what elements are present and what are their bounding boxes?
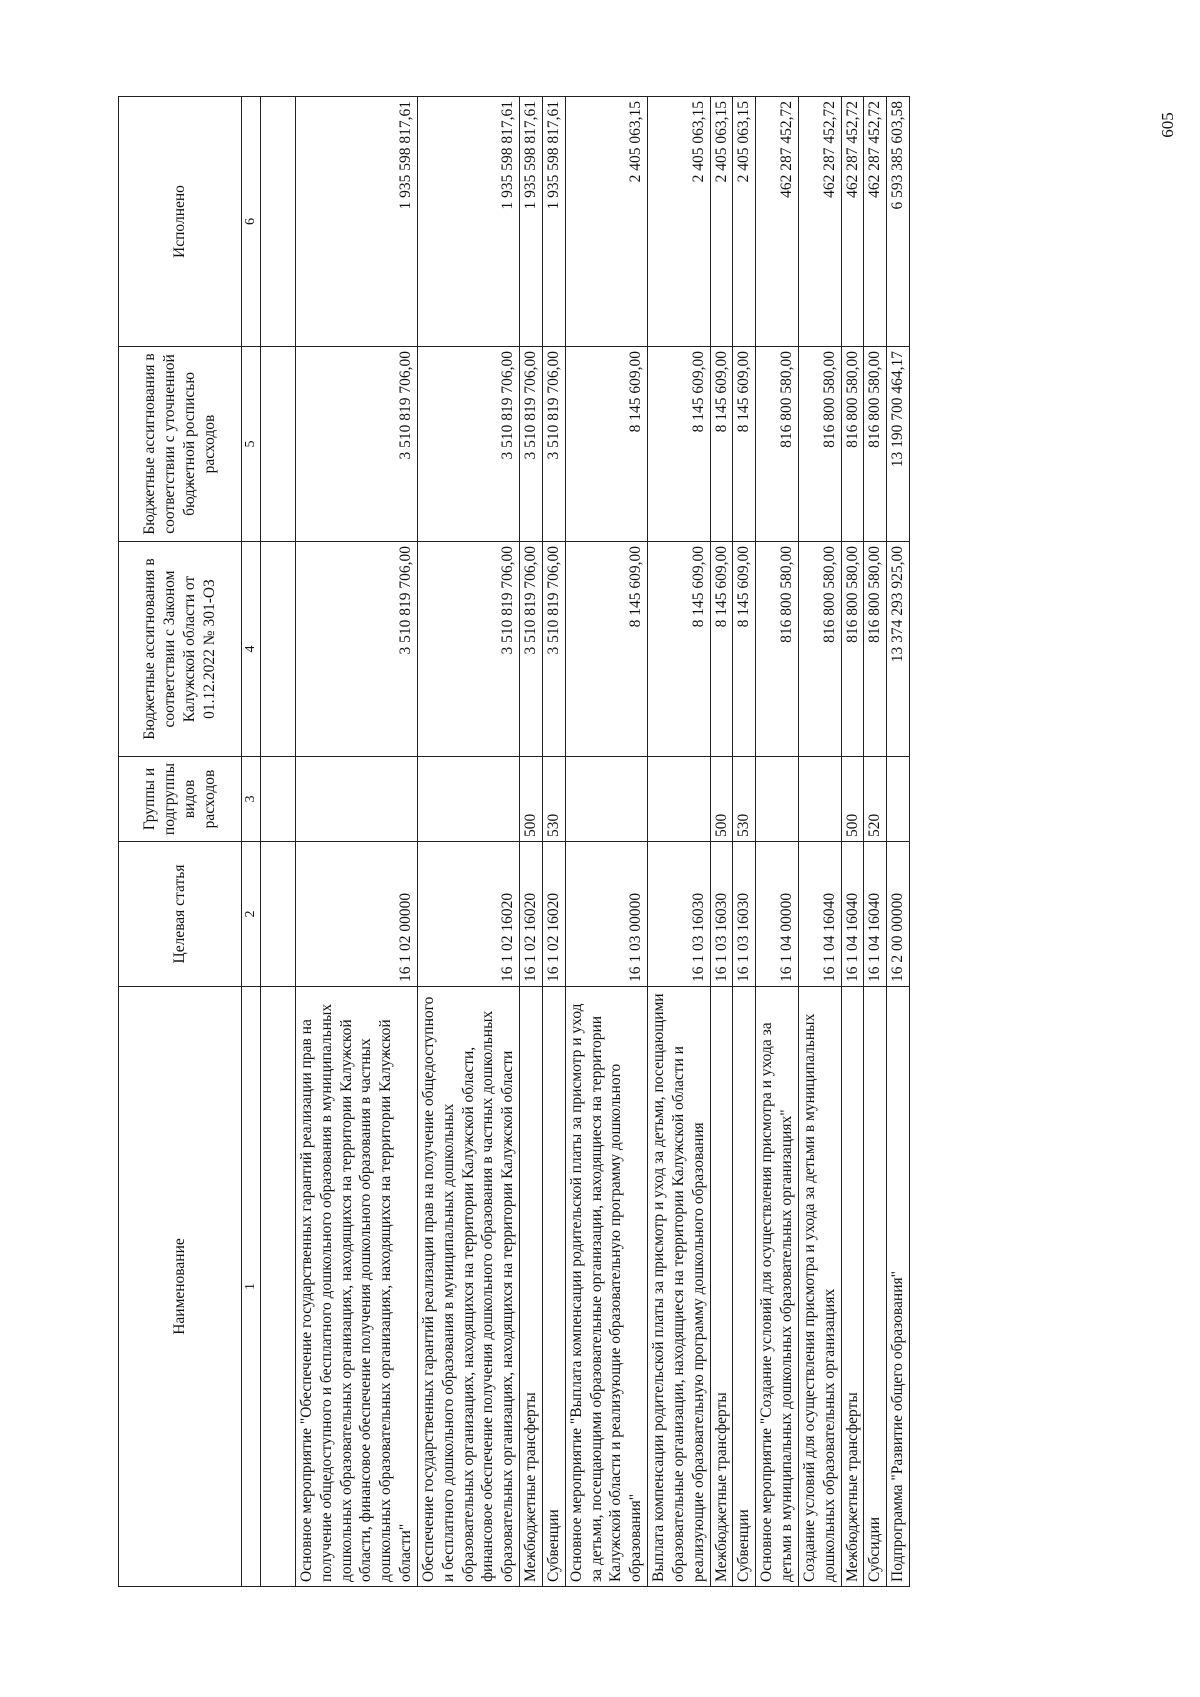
row-executed-cell: 2 405 063,15	[710, 97, 733, 347]
row-refined-allocation-cell: 816 800 580,00	[864, 347, 887, 542]
spacer-cell	[261, 542, 296, 757]
row-executed-cell: 1 935 598 817,61	[542, 97, 565, 347]
table-row	[887, 97, 910, 1587]
column-number: 6	[242, 97, 261, 347]
row-law-allocation-cell: 13 374 293 925,00	[887, 542, 910, 757]
row-executed-cell: 462 287 452,72	[756, 97, 799, 347]
header-executed: Исполнено	[119, 97, 242, 347]
table-body	[261, 97, 910, 1587]
header-refined-allocation: Бюджетные ассигнования в соответствии с уточненной бюджетной росписью расходов	[119, 347, 242, 542]
table-row	[756, 97, 799, 1587]
row-expense-group-cell	[417, 757, 519, 842]
budget-table	[118, 96, 910, 1587]
row-executed-cell: 462 287 452,72	[798, 97, 841, 347]
header-expense-group: Группы и подгруппы видов расходов	[119, 757, 242, 842]
row-expense-group-cell	[887, 757, 910, 842]
table-row	[864, 97, 887, 1587]
row-name-cell: Основное мероприятие "Обеспечение государственных гарантий реализации прав на получение общедоступного и бесплатного дошкольного образования в муниципальных дошкольных образовательных организациях, находящихся на территории Калужской области, финансовое обеспечение получения дошкольного образования в частных дошкольных образовательных организациях, находящихся на территории Калужской области"	[296, 987, 418, 1587]
table-row	[798, 97, 841, 1587]
row-expense-group-cell: 530	[542, 757, 565, 842]
row-target-article-cell: 16 1 03 16030	[648, 842, 710, 987]
row-law-allocation-cell: 8 145 609,00	[648, 542, 710, 757]
row-refined-allocation-cell: 816 800 580,00	[798, 347, 841, 542]
table-header-row	[119, 97, 242, 1587]
table-row	[841, 97, 864, 1587]
row-law-allocation-cell: 816 800 580,00	[841, 542, 864, 757]
column-number-row	[242, 97, 261, 1587]
table-row	[417, 97, 519, 1587]
row-expense-group-cell	[296, 757, 418, 842]
row-name-cell: Субвенции	[542, 987, 565, 1587]
row-target-article-cell: 16 1 02 00000	[296, 842, 418, 987]
row-law-allocation-cell: 3 510 819 706,00	[542, 542, 565, 757]
row-law-allocation-cell: 3 510 819 706,00	[417, 542, 519, 757]
row-refined-allocation-cell: 8 145 609,00	[565, 347, 647, 542]
row-executed-cell: 1 935 598 817,61	[417, 97, 519, 347]
row-expense-group-cell	[798, 757, 841, 842]
column-number: 1	[242, 987, 261, 1587]
row-expense-group-cell: 530	[733, 757, 756, 842]
table-row	[296, 97, 418, 1587]
spacer-cell	[261, 347, 296, 542]
row-refined-allocation-cell: 8 145 609,00	[710, 347, 733, 542]
row-target-article-cell: 16 1 03 00000	[565, 842, 647, 987]
row-executed-cell: 6 593 385 603,58	[887, 97, 910, 347]
row-executed-cell: 2 405 063,15	[733, 97, 756, 347]
row-name-cell: Межбюджетные трансферты	[520, 987, 543, 1587]
row-refined-allocation-cell: 13 190 700 464,17	[887, 347, 910, 542]
table-row	[733, 97, 756, 1587]
page-number	[1158, 97, 1178, 153]
row-expense-group-cell	[648, 757, 710, 842]
row-executed-cell: 1 935 598 817,61	[296, 97, 418, 347]
row-law-allocation-cell: 816 800 580,00	[798, 542, 841, 757]
spacer-cell	[261, 987, 296, 1587]
row-name-cell: Субвенции	[733, 987, 756, 1587]
spacer-cell	[261, 842, 296, 987]
row-expense-group-cell	[565, 757, 647, 842]
row-expense-group-cell	[756, 757, 799, 842]
row-refined-allocation-cell: 816 800 580,00	[841, 347, 864, 542]
row-name-cell: Подпрограмма "Развитие общего образования"	[887, 987, 910, 1587]
row-law-allocation-cell: 816 800 580,00	[864, 542, 887, 757]
row-target-article-cell: 16 1 04 16040	[841, 842, 864, 987]
row-law-allocation-cell: 8 145 609,00	[733, 542, 756, 757]
row-refined-allocation-cell: 8 145 609,00	[733, 347, 756, 542]
row-name-cell: Межбюджетные трансферты	[841, 987, 864, 1587]
row-law-allocation-cell: 3 510 819 706,00	[520, 542, 543, 757]
column-number: 4	[242, 542, 261, 757]
row-refined-allocation-cell: 3 510 819 706,00	[296, 347, 418, 542]
row-refined-allocation-cell: 3 510 819 706,00	[542, 347, 565, 542]
table-row	[648, 97, 710, 1587]
row-target-article-cell: 16 1 03 16030	[733, 842, 756, 987]
header-target-article: Целевая статья	[119, 842, 242, 987]
spacer-cell	[261, 97, 296, 347]
column-number: 3	[242, 757, 261, 842]
row-name-cell: Основное мероприятие "Создание условий для осуществления присмотра и ухода за детьми в муниципальных дошкольных образовательных организациях"	[756, 987, 799, 1587]
column-number: 5	[242, 347, 261, 542]
row-expense-group-cell: 520	[864, 757, 887, 842]
row-law-allocation-cell: 8 145 609,00	[565, 542, 647, 757]
page-number-text: 605	[1158, 112, 1177, 138]
row-name-cell: Создание условий для осуществления присмотра и ухода за детьми в муниципальных дошкольных образовательных организациях	[798, 987, 841, 1587]
row-refined-allocation-cell: 3 510 819 706,00	[417, 347, 519, 542]
row-name-cell: Основное мероприятие "Выплата компенсации родительской платы за присмотр и уход за детьми, посещающими образовательные организации, находящиеся на территории Калужской области и реализующие образовательную программу дошкольного образования"	[565, 987, 647, 1587]
column-number: 2	[242, 842, 261, 987]
row-expense-group-cell: 500	[841, 757, 864, 842]
header-law-allocation: Бюджетные ассигнования в соответствии с Законом Калужской области от 01.12.2022 № 301-ОЗ	[119, 542, 242, 757]
row-refined-allocation-cell: 3 510 819 706,00	[520, 347, 543, 542]
row-refined-allocation-cell: 816 800 580,00	[756, 347, 799, 542]
row-target-article-cell: 16 1 02 16020	[542, 842, 565, 987]
row-law-allocation-cell: 8 145 609,00	[710, 542, 733, 757]
row-target-article-cell: 16 1 02 16020	[520, 842, 543, 987]
row-target-article-cell: 16 2 00 00000	[887, 842, 910, 987]
spacer-row	[261, 97, 296, 1587]
table-row	[520, 97, 543, 1587]
row-executed-cell: 462 287 452,72	[864, 97, 887, 347]
row-target-article-cell: 16 1 03 16030	[710, 842, 733, 987]
spacer-cell	[261, 757, 296, 842]
rotated-table-wrapper	[118, 97, 1018, 1587]
row-name-cell: Межбюджетные трансферты	[710, 987, 733, 1587]
row-expense-group-cell: 500	[520, 757, 543, 842]
row-law-allocation-cell: 3 510 819 706,00	[296, 542, 418, 757]
row-executed-cell: 1 935 598 817,61	[520, 97, 543, 347]
row-executed-cell: 462 287 452,72	[841, 97, 864, 347]
row-name-cell: Субсидии	[864, 987, 887, 1587]
row-executed-cell: 2 405 063,15	[648, 97, 710, 347]
table-row	[565, 97, 647, 1587]
row-target-article-cell: 16 1 04 16040	[864, 842, 887, 987]
row-law-allocation-cell: 816 800 580,00	[756, 542, 799, 757]
row-target-article-cell: 16 1 04 00000	[756, 842, 799, 987]
row-name-cell: Выплата компенсации родительской платы за присмотр и уход за детьми, посещающими образовательные организации, находящиеся на территории Калужской области и реализующие образовательную программу дошкольного образования	[648, 987, 710, 1587]
row-expense-group-cell: 500	[710, 757, 733, 842]
row-name-cell: Обеспечение государственных гарантий реализации прав на получение общедоступного и бесплатного дошкольного образования в муниципальных дошкольных образовательных организациях, находящихся на территории Калужской области, финансовое обеспечение получения дошкольного образования в частных дошкольных образовательных организациях, находящихся на территории Калужской области	[417, 987, 519, 1587]
row-executed-cell: 2 405 063,15	[565, 97, 647, 347]
table-row	[542, 97, 565, 1587]
row-refined-allocation-cell: 8 145 609,00	[648, 347, 710, 542]
row-target-article-cell: 16 1 04 16040	[798, 842, 841, 987]
table-row	[710, 97, 733, 1587]
row-target-article-cell: 16 1 02 16020	[417, 842, 519, 987]
header-name: Наименование	[119, 987, 242, 1587]
